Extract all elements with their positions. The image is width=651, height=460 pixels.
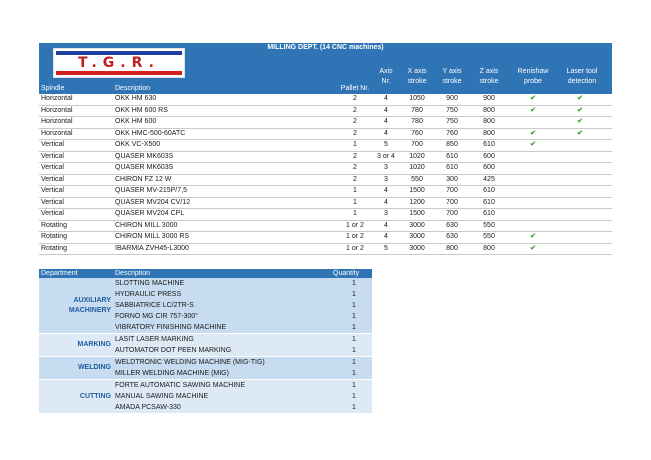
cell-y: 610 <box>446 164 458 171</box>
cell-z: 800 <box>483 129 495 137</box>
cell-pallet: 2 <box>353 95 357 102</box>
header-renishaw <box>513 67 553 87</box>
cell-description: OKK HMC-500-60ATC <box>115 129 186 137</box>
cell-pallet: 2 <box>353 152 357 160</box>
cell-x: 760 <box>411 129 423 137</box>
cell-pallet: 1 <box>353 141 357 148</box>
cell-renishaw-check-icon: ✔ <box>530 95 536 102</box>
cell-description: QUASER MK603S <box>115 152 174 160</box>
item-quantity: 1 <box>352 313 356 320</box>
header-z-stroke <box>474 67 504 87</box>
cell-renishaw-check-icon: ✔ <box>530 106 536 114</box>
logo-text: T.G.R. <box>78 55 160 71</box>
cell-laser-check-icon: ✔ <box>577 95 583 102</box>
header-x-line2: stroke <box>407 78 427 85</box>
cell-pallet: 2 <box>353 118 357 125</box>
cell-spindle: Vertical <box>41 175 64 183</box>
cell-y: 700 <box>446 187 458 194</box>
milling-table <box>39 43 612 255</box>
department-group <box>39 357 372 380</box>
header-department: Department <box>41 270 78 277</box>
cell-x: 550 <box>411 175 423 183</box>
cell-spindle: Vertical <box>41 187 64 194</box>
cell-spindle: Rotating <box>41 244 68 252</box>
cell-axis: 4 <box>384 187 388 194</box>
cell-pallet: 1 <box>353 210 357 217</box>
cell-z: 800 <box>483 118 495 125</box>
list-item <box>39 345 372 356</box>
cell-y: 900 <box>446 95 458 102</box>
cell-description: OKK VC-X500 <box>115 141 161 148</box>
list-item <box>39 289 372 300</box>
cell-y: 850 <box>446 141 458 148</box>
cell-description: QUASER MK603S <box>115 164 174 171</box>
list-item <box>39 391 372 402</box>
cell-y: 750 <box>446 118 458 125</box>
cell-z: 610 <box>483 198 495 206</box>
logo-red-band <box>56 71 182 75</box>
table-row <box>39 94 612 106</box>
department-label: AUXILIARY MACHINERY <box>68 296 111 314</box>
cell-z: 550 <box>483 221 495 229</box>
item-quantity: 1 <box>352 347 356 354</box>
item-description: FORNO MG CIR 757-300° <box>115 313 198 320</box>
list-item <box>39 300 372 311</box>
cell-y: 750 <box>446 106 458 114</box>
cell-axis: 4 <box>384 95 388 102</box>
header-renishaw-line1: Renishaw <box>517 68 549 75</box>
table-row <box>39 186 612 198</box>
table-row <box>39 129 612 141</box>
cell-z: 425 <box>483 175 495 183</box>
item-quantity: 1 <box>352 359 356 366</box>
item-quantity: 1 <box>352 404 356 411</box>
cell-description: QUASER MV-215P/7,5 <box>115 187 187 194</box>
list-item <box>39 334 372 345</box>
department-label: WELDING <box>77 364 111 371</box>
department-group <box>39 380 372 414</box>
header-x-stroke <box>402 67 432 87</box>
cell-spindle: Vertical <box>41 141 64 148</box>
item-quantity: 1 <box>352 393 356 400</box>
auxiliary-table <box>39 269 372 414</box>
header-axis-line2: Nr. <box>381 78 391 85</box>
list-item <box>39 402 372 413</box>
item-description: VIBRATORY FINISHING MACHINE <box>115 324 227 331</box>
cell-z: 900 <box>483 95 495 102</box>
cell-description: IBARMIA ZVH45-L3000 <box>115 244 189 252</box>
table-row <box>39 221 612 233</box>
cell-spindle: Rotating <box>41 233 68 240</box>
cell-spindle: Vertical <box>41 152 64 160</box>
cell-x: 3000 <box>409 221 425 229</box>
cell-renishaw-check-icon: ✔ <box>530 129 536 137</box>
cell-x: 1500 <box>409 187 425 194</box>
header-spindle: Spindle <box>41 85 65 92</box>
table-title: MILLING DEPT. (14 CNC machines) <box>267 44 384 51</box>
cell-spindle: Vertical <box>41 164 64 171</box>
auxiliary-table-header <box>39 269 372 278</box>
header-aux-description: Description <box>115 270 151 277</box>
cell-z: 600 <box>483 164 495 171</box>
list-item <box>39 368 372 379</box>
table-row <box>39 117 612 129</box>
cell-z: 800 <box>483 106 495 114</box>
cell-axis: 5 <box>384 141 388 148</box>
cell-description: CHIRON FZ 12 W <box>115 175 172 183</box>
cell-description: OKK HM 600 RS <box>115 106 168 114</box>
cell-spindle: Horizontal <box>41 129 73 137</box>
table-row <box>39 140 612 152</box>
item-description: SLOTTING MACHINE <box>115 280 185 287</box>
cell-y: 700 <box>446 210 458 217</box>
cell-pallet: 1 <box>353 198 357 206</box>
cell-laser-check-icon: ✔ <box>577 129 583 137</box>
auxiliary-groups <box>39 278 372 414</box>
header-axis <box>375 67 397 87</box>
table-row <box>39 106 612 118</box>
cell-pallet: 2 <box>353 164 357 171</box>
cell-z: 610 <box>483 210 495 217</box>
cell-axis: 4 <box>384 233 388 240</box>
cell-x: 780 <box>411 106 423 114</box>
cell-x: 3000 <box>409 244 425 252</box>
table-row <box>39 244 612 256</box>
header-z-line2: stroke <box>479 78 499 85</box>
header-description: Description <box>115 85 151 92</box>
machine-rows <box>39 94 612 255</box>
item-quantity: 1 <box>352 336 356 343</box>
table-row <box>39 152 612 164</box>
header-pallet: Pallet Nr. <box>340 85 370 92</box>
cell-x: 1050 <box>409 95 425 102</box>
cell-z: 610 <box>483 141 495 148</box>
table-row <box>39 209 612 221</box>
cell-x: 1200 <box>409 198 425 206</box>
table-row <box>39 232 612 244</box>
cell-axis: 5 <box>384 244 388 252</box>
cell-pallet: 2 <box>353 175 357 183</box>
cell-axis: 4 <box>384 198 388 206</box>
cell-spindle: Horizontal <box>41 95 73 102</box>
item-description: LASIT LASER MARKING <box>115 336 194 343</box>
item-quantity: 1 <box>352 370 356 377</box>
header-renishaw-line2: probe <box>524 78 542 85</box>
header-quantity: Quantity <box>333 270 360 277</box>
item-description: FORTE AUTOMATIC SAWING MACHINE <box>115 382 246 389</box>
cell-spindle: Rotating <box>41 221 68 229</box>
cell-pallet: 1 <box>353 187 357 194</box>
cell-x: 1500 <box>409 210 425 217</box>
cell-x: 700 <box>411 141 423 148</box>
cell-x: 1020 <box>409 152 425 160</box>
item-description: MILLER WELDING MACHINE (MIG) <box>115 370 229 377</box>
item-quantity: 1 <box>352 302 356 309</box>
cell-renishaw-check-icon: ✔ <box>530 141 536 148</box>
cell-pallet: 1 or 2 <box>346 221 364 229</box>
cell-renishaw-check-icon: ✔ <box>530 244 536 252</box>
item-description: WELDTRONIC WELDING MACHINE (MIG-TIG) <box>115 359 265 366</box>
cell-axis: 3 <box>384 164 388 171</box>
cell-laser-check-icon: ✔ <box>577 118 583 125</box>
item-quantity: 1 <box>352 324 356 331</box>
cell-y: 800 <box>446 244 458 252</box>
header-laser-line1: Laser tool <box>566 68 598 75</box>
cell-y: 610 <box>446 152 458 160</box>
cell-description: QUASER MV204 CPL <box>115 210 185 217</box>
header-y-stroke <box>437 67 467 87</box>
cell-spindle: Vertical <box>41 210 64 217</box>
cell-y: 300 <box>446 175 458 183</box>
department-group <box>39 334 372 357</box>
cell-z: 550 <box>483 233 495 240</box>
header-y-line2: stroke <box>442 78 462 85</box>
cell-renishaw-check-icon: ✔ <box>530 233 536 240</box>
header-x-line1: X axis <box>407 68 427 75</box>
cell-description: OKK HM 630 <box>115 95 157 102</box>
cell-axis: 3 <box>384 175 388 183</box>
cell-pallet: 1 or 2 <box>346 233 364 240</box>
table-row <box>39 175 612 187</box>
item-quantity: 1 <box>352 291 356 298</box>
cell-description: CHIRON MILL 3000 RS <box>115 233 190 240</box>
cell-y: 630 <box>446 221 458 229</box>
cell-axis: 4 <box>384 221 388 229</box>
cell-y: 760 <box>446 129 458 137</box>
cell-z: 600 <box>483 152 495 160</box>
cell-pallet: 1 or 2 <box>346 244 364 252</box>
cell-axis: 4 <box>384 118 388 125</box>
item-description: HYDRAULIC PRESS <box>115 291 182 298</box>
cell-x: 780 <box>411 118 423 125</box>
cell-spindle: Vertical <box>41 198 64 206</box>
cell-x: 1020 <box>409 164 425 171</box>
department-label: CUTTING <box>79 392 111 400</box>
table-row <box>39 163 612 175</box>
cell-laser-check-icon: ✔ <box>577 106 583 114</box>
cell-axis: 4 <box>384 129 388 137</box>
header-axis-line1: Axis <box>379 68 393 75</box>
header-laser <box>560 67 604 87</box>
list-item <box>39 278 372 289</box>
list-item <box>39 311 372 322</box>
cell-z: 800 <box>483 244 495 252</box>
item-description: MANUAL SAWING MACHINE <box>115 393 209 400</box>
cell-z: 610 <box>483 187 495 194</box>
item-description: AMADA PCSAW-330 <box>115 404 181 411</box>
header-y-line1: Y axis <box>442 68 462 75</box>
cell-y: 700 <box>446 198 458 206</box>
header-laser-line2: detection <box>567 78 597 85</box>
department-label: MARKING <box>77 341 111 348</box>
item-description: SABBIATRICE LC/2TR-S <box>115 302 194 309</box>
list-item <box>39 322 372 333</box>
list-item <box>39 357 372 368</box>
table-row <box>39 198 612 210</box>
list-item <box>39 380 372 391</box>
cell-description: OKK HM 600 <box>115 118 157 125</box>
cell-pallet: 2 <box>353 106 357 114</box>
cell-description: QUASER MV204 CV/12 <box>115 198 191 206</box>
item-quantity: 1 <box>352 382 356 389</box>
cell-axis: 4 <box>384 106 388 114</box>
cell-pallet: 2 <box>353 129 357 137</box>
department-group <box>39 278 372 334</box>
item-quantity: 1 <box>352 280 356 287</box>
company-logo <box>53 48 185 78</box>
cell-spindle: Horizontal <box>41 106 73 114</box>
cell-y: 630 <box>446 233 458 240</box>
cell-axis: 3 or 4 <box>377 152 395 160</box>
cell-description: CHIRON MILL 3000 <box>115 221 178 229</box>
cell-x: 3000 <box>409 233 425 240</box>
item-description: AUTOMATOR DOT PEEN MARKING <box>115 347 232 354</box>
cell-spindle: Horizontal <box>41 118 73 125</box>
milling-table-header <box>39 43 612 94</box>
header-z-line1: Z axis <box>479 68 499 75</box>
cell-axis: 3 <box>384 210 388 217</box>
